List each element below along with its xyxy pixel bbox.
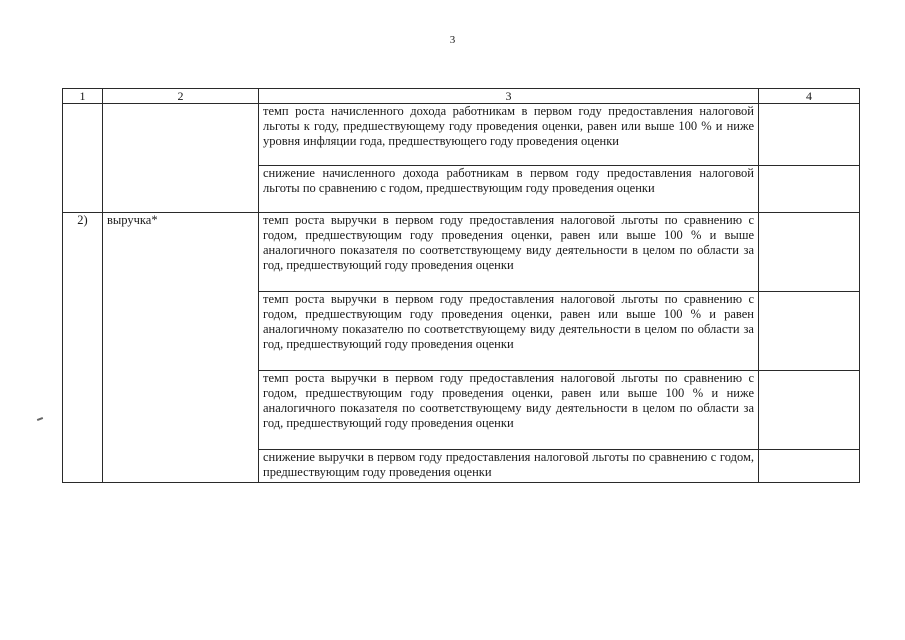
header-cell-2: 2 <box>103 89 259 104</box>
criteria-table <box>62 88 860 483</box>
table-header-row <box>63 89 860 104</box>
score-cell <box>759 450 860 483</box>
criterion-cell: темп роста выручки в первом году предоставления налоговой льготы по сравнению с годом, предшествующим году проведения оценки, равен или выше 100 % и выше аналогичного показателя по соответствующему виду деятельности в целом по области за год, предшествующий году проведения оценки <box>259 213 759 292</box>
table-row <box>63 213 860 292</box>
indicator-cell-empty <box>103 104 259 213</box>
criterion-cell: снижение начисленного дохода работникам в первом году предоставления налоговой льготы по сравнению с годом, предшествующим году проведения оценки <box>259 166 759 213</box>
criterion-cell: темп роста выручки в первом году предоставления налоговой льготы по сравнению с годом, предшествующим году проведения оценки, равен или выше 100 % и ниже аналогичного показателя по соответствующему виду деятельности в целом по области за год, предшествующий году проведения оценки <box>259 371 759 450</box>
number-cell: 2) <box>63 213 103 483</box>
score-cell <box>759 166 860 213</box>
number-cell-empty <box>63 104 103 213</box>
criterion-cell: снижение выручки в первом году предоставления налоговой льготы по сравнению с годом, предшествующим году проведения оценки <box>259 450 759 483</box>
header-cell-3: 3 <box>259 89 759 104</box>
criterion-cell: темп роста начисленного дохода работникам в первом году предоставления налоговой льготы к году, предшествующему году проведения оценки, равен или выше 100 % и ниже уровня инфляции года, предшествующего году проведения оценки <box>259 104 759 166</box>
header-cell-4: 4 <box>759 89 860 104</box>
criterion-cell: темп роста выручки в первом году предоставления налоговой льготы по сравнению с годом, предшествующим году проведения оценки, равен или выше 100 % и равен аналогичному показателю по соответствующему виду деятельности в целом по области за год, предшествующий году проведения оценки <box>259 292 759 371</box>
score-cell <box>759 371 860 450</box>
scan-mark <box>37 417 43 421</box>
score-cell <box>759 104 860 166</box>
page-number: 3 <box>449 34 456 46</box>
header-cell-1: 1 <box>63 89 103 104</box>
indicator-cell: выручка* <box>103 213 259 483</box>
table-row <box>63 104 860 166</box>
score-cell <box>759 292 860 371</box>
score-cell <box>759 213 860 292</box>
